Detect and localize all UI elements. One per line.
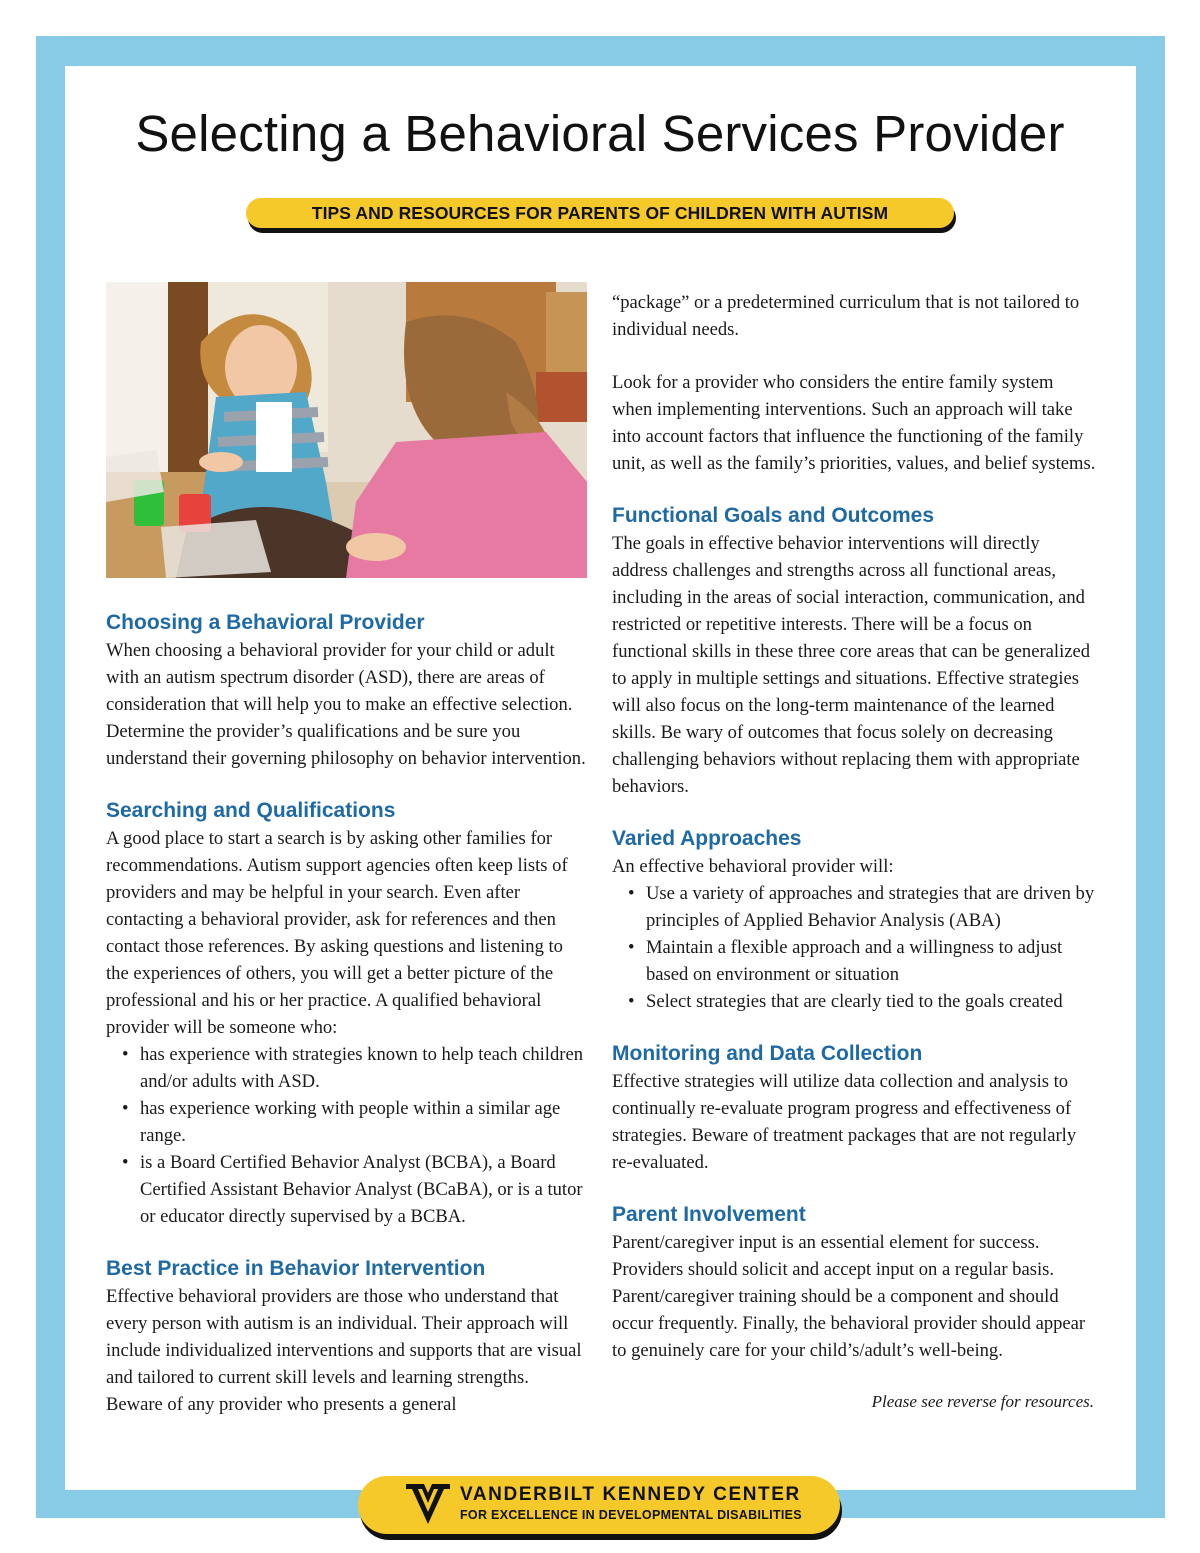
section-body: When choosing a behavioral provider for your child or adult with an autism spectrum disorder (ASD), there are areas of consideration that will help you to make an effective selection. Determine the provider’s qualifications and be sure you understand their governing philosophy on behavior intervention. [106, 640, 586, 769]
section-heading: Varied Approaches [612, 827, 802, 850]
list-item: • Select strategies that are clearly tied to the goals created [612, 988, 1096, 1015]
page-title: Selecting a Behavioral Services Provider [135, 105, 1065, 162]
list-item: • is a Board Certified Behavior Analyst (BCBA), a Board Certified Assistant Behavior Analyst (BCaBA), or is a tutor or educator directly supervised by a BCBA. [106, 1149, 590, 1230]
family-paragraph: Look for a provider who considers the entire family system when implementing interventions. Such an approach will take into account factors that influence the functioning of the family unit, as well as the family’s priorities, values, and belief systems. [612, 372, 1096, 474]
list-item: • has experience with strategies known to help teach children and/or adults with ASD. [106, 1041, 590, 1095]
section-heading: Choosing a Behavioral Provider [106, 611, 425, 634]
section-heading: Searching and Qualifications [106, 799, 396, 822]
logo-line-2: FOR EXCELLENCE IN DEVELOPMENTAL DISABILITIES [460, 1508, 802, 1522]
list-item: • has experience working with people within a similar age range. [106, 1095, 590, 1149]
section-heading: Parent Involvement [612, 1203, 806, 1226]
section-body: Parent/caregiver input is an essential element for success. Providers should solicit and accept input on a regular basis. Parent/caregiver training should be a component and should occur frequently. Finally, the behavioral provider should appear to genuinely care for your child’s/adult’s well-being. [612, 1232, 1086, 1361]
section-monitoring [612, 1040, 1096, 1176]
vanderbilt-v-icon [406, 1484, 450, 1524]
section-heading: Monitoring and Data Collection [612, 1042, 923, 1065]
right-column [612, 289, 1096, 1364]
approaches-list [612, 880, 1096, 1015]
section-heading: Best Practice in Behavior Intervention [106, 1257, 486, 1280]
section-best-practice [106, 1255, 590, 1418]
section-varied [612, 825, 1096, 1015]
section-body: An effective behavioral provider will: [612, 856, 894, 877]
logo-line-1: VANDERBILT KENNEDY CENTER [460, 1484, 801, 1505]
therapy-photo [106, 282, 587, 578]
section-parent [612, 1201, 1096, 1364]
section-body: Effective behavioral providers are those who understand that every person with autism is an individual. Their approach will include individualized interventions and supports that are visual and tailored to current skill levels and learning strengths. Beware of any provider who presents a general [106, 1286, 582, 1415]
therapy-photo-illustration [106, 282, 587, 578]
section-heading: Functional Goals and Outcomes [612, 504, 935, 527]
section-searching [106, 797, 590, 1230]
subtitle-banner: TIPS AND RESOURCES FOR PARENTS OF CHILDREN WITH AUTISM [246, 198, 954, 228]
section-functional [612, 502, 1096, 800]
continued-paragraph: “package” or a predetermined curriculum that is not tailored to individual needs. [612, 292, 1080, 340]
section-body: A good place to start a search is by asking other families for recommendations. Autism support agencies often keep lists of providers and may be helpful in your search. Even after contacting a behavioral provider, ask for references and then contact those references. By asking questions and listening to the experiences of others, you will get a better picture of the professional and his or her practice. A qualified behavioral provider will be someone who: [106, 828, 568, 1038]
list-item: • Use a variety of approaches and strategies that are driven by principles of Applied Behavior Analysis (ABA) [612, 880, 1096, 934]
section-choosing [106, 609, 590, 772]
left-column [106, 609, 590, 1418]
section-body: Effective strategies will utilize data collection and analysis to continually re-evaluate program progress and effectiveness of strategies. Beware of treatment packages that are not regularly re-evaluated. [612, 1071, 1077, 1173]
list-item: • Maintain a flexible approach and a willingness to adjust based on environment or situation [612, 934, 1096, 988]
qualifications-list [106, 1041, 590, 1230]
reverse-note: Please see reverse for resources. [871, 1392, 1094, 1411]
section-body: The goals in effective behavior interventions will directly address challenges and strengths across all functional areas, including in the areas of social interaction, communication, and restricted or repetitive interests. There will be a focus on functional skills in these three core areas that can be generalized to apply in multiple settings and situations. Effective strategies will also focus on the long-term maintenance of the learned skills. Be wary of outcomes that focus solely on decreasing challenging behaviors without replacing them with appropriate behaviors. [612, 533, 1091, 797]
